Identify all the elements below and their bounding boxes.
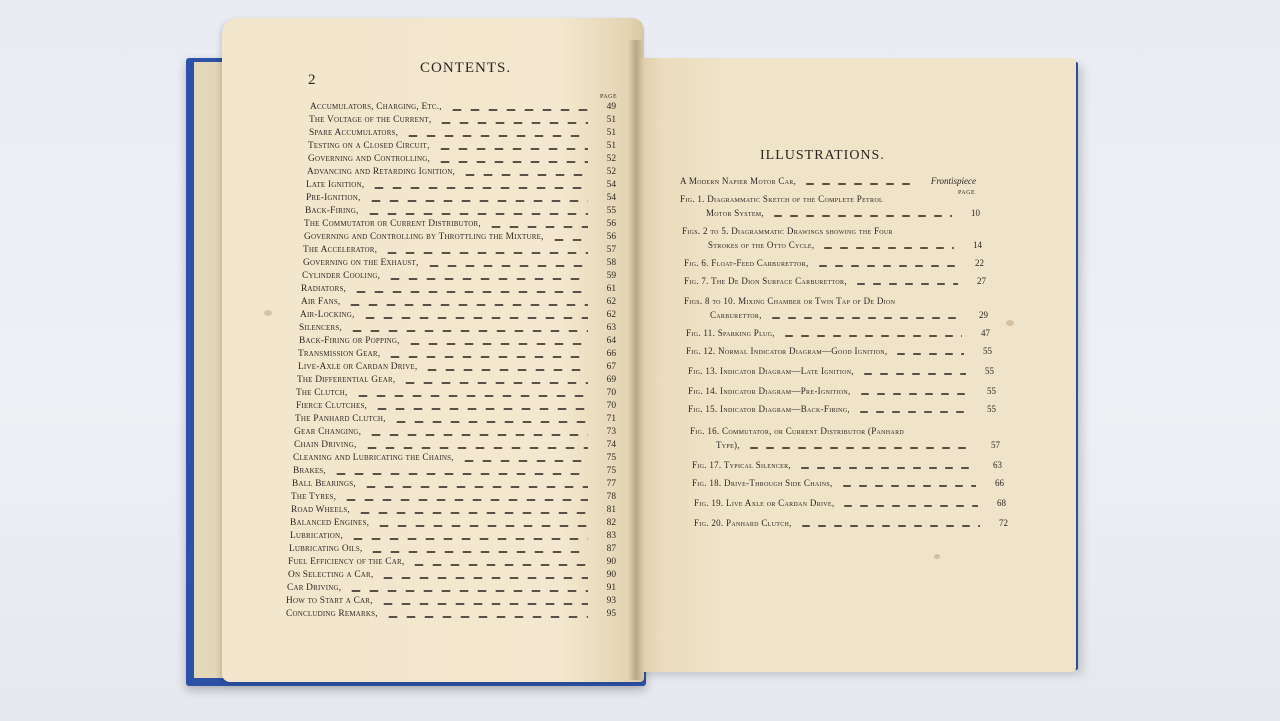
dot-leader (386, 278, 588, 280)
contents-entry-title: Silencers, (299, 323, 343, 333)
contents-entry-page: 64 (606, 336, 616, 346)
contents-entry (288, 570, 616, 583)
contents-entry (308, 141, 616, 154)
illustration-entry (694, 498, 1006, 512)
contents-entry-page: 49 (606, 102, 616, 112)
contents-entry (307, 167, 616, 180)
contents-entry (296, 401, 616, 414)
contents-entry-title: Testing on a Closed Circuit, (308, 141, 430, 151)
illustration-entry-page: 63 (993, 460, 1002, 470)
illustration-entry (686, 328, 990, 342)
contents-entry-page: 66 (606, 349, 616, 359)
dot-leader (437, 122, 588, 124)
contents-entry-title: Balanced Engines, (290, 518, 370, 528)
contents-entry (292, 479, 616, 492)
contents-entry-title: Road Wheels, (291, 505, 350, 515)
illustration-entry-line: Fig. 11. Sparking Plug, (686, 328, 775, 338)
contents-entry (300, 310, 616, 323)
illustration-entry-page: 22 (975, 258, 984, 268)
illustration-entry-page: 55 (987, 404, 996, 414)
illustration-entry-line: Fig. 7. The De Dion Surface Carburettor, (684, 276, 847, 286)
dot-leader (356, 512, 588, 514)
contents-entry-title: Back-Firing, (305, 206, 359, 216)
contents-entry-page: 77 (606, 479, 616, 489)
dot-leader (362, 486, 588, 488)
illustration-entry-line: Fig. 1. Diagrammatic Sketch of the Complete Petrol (680, 194, 883, 204)
contents-entry-page: 90 (606, 570, 616, 580)
illustration-entry-line: Figs. 8 to 10. Mixing Chamber or Twin Tap of De Dion (684, 296, 896, 306)
contents-entry-page: 95 (606, 609, 616, 619)
contents-entry-title: The Tyres, (291, 492, 337, 502)
contents-entry (298, 349, 616, 362)
contents-entry-page: 91 (606, 583, 616, 593)
illustration-entry-line: Fig. 15. Indicator Diagram—Back-Firing, (688, 404, 850, 414)
illustration-entry-page: 47 (981, 328, 990, 338)
dot-leader (347, 590, 588, 592)
illustration-entry (684, 258, 984, 272)
page-column-label: PAGE (600, 94, 618, 100)
illustration-entry-line: Figs. 2 to 5. Diagrammatic Drawings showing the Four (682, 226, 893, 236)
contents-entry (294, 427, 616, 440)
dot-leader (839, 485, 976, 487)
contents-entry-title: Cleaning and Lubricating the Chains, (293, 453, 454, 463)
illustration-entry-page: 68 (997, 498, 1006, 508)
illustration-entry-line: Fig. 13. Indicator Diagram—Late Ignition, (688, 366, 854, 376)
illustration-entry (688, 366, 994, 380)
contents-entry (304, 219, 616, 232)
illustration-entry (686, 346, 992, 360)
dot-leader (436, 161, 588, 163)
contents-entry (304, 232, 616, 245)
paper-spot (934, 554, 940, 559)
dot-leader (384, 616, 588, 618)
contents-entry-title: Accumulators, Charging, Etc., (310, 102, 442, 112)
contents-entry-page: 83 (606, 531, 616, 541)
contents-entry-page: 69 (606, 375, 616, 385)
contents-entry-page: 87 (606, 544, 616, 554)
contents-entry-page: 62 (606, 310, 616, 320)
contents-entry-page: 51 (606, 141, 616, 151)
contents-entry-page: 59 (606, 271, 616, 281)
contents-entry-title: Governing on the Exhaust, (303, 258, 419, 268)
illustration-entry-line: Fig. 14. Indicator Diagram—Pre-Ignition, (688, 386, 851, 396)
dot-leader (348, 330, 588, 332)
contents-entry (286, 609, 616, 622)
contents-entry (309, 115, 616, 128)
contents-entry-page: 61 (606, 284, 616, 294)
illustration-entry-line: Strokes of the Otto Cycle, (708, 240, 815, 250)
contents-entry-page: 54 (606, 180, 616, 190)
contents-entry-page: 54 (606, 193, 616, 203)
illustration-entry (680, 176, 976, 190)
illustration-entry-line: Fig. 6. Float-Feed Carburettor, (684, 258, 809, 268)
dot-leader (802, 183, 912, 185)
illustration-entry-page: 57 (991, 440, 1000, 450)
illustration-entry-line: Carburettor, (710, 310, 762, 320)
contents-entry-title: Advancing and Retarding Ignition, (307, 167, 456, 177)
dot-leader (840, 505, 978, 507)
contents-entry-title: Radiators, (301, 284, 347, 294)
illustration-entry-line: Fig. 16. Commutator, or Current Distributor (Panhard (690, 426, 905, 436)
illustration-entry (684, 276, 986, 290)
contents-entry-title: Fuel Efficiency of the Car, (288, 557, 405, 567)
dot-leader (375, 525, 588, 527)
dot-leader (423, 369, 588, 371)
contents-entry-page: 62 (606, 297, 616, 307)
dot-leader (332, 473, 588, 475)
contents-entry-title: Lubrication, (290, 531, 343, 541)
contents-entry (299, 323, 616, 336)
dot-leader (460, 460, 588, 462)
contents-entry-page: 75 (606, 453, 616, 463)
book-gutter (628, 40, 644, 680)
contents-entry-page: 78 (606, 492, 616, 502)
contents-entry (303, 245, 616, 258)
contents-entry-title: The Voltage of the Current, (309, 115, 432, 125)
dot-leader (860, 373, 966, 375)
dot-leader (448, 109, 588, 111)
contents-entry-page: 58 (606, 258, 616, 268)
illustration-entry-page: 10 (971, 208, 980, 218)
dot-leader (392, 421, 588, 423)
dot-leader (368, 551, 588, 553)
contents-entry-title: The Commutator or Current Distributor, (304, 219, 481, 229)
paper-spot (264, 310, 272, 316)
dot-leader (436, 148, 588, 150)
illustration-entry-page: 29 (979, 310, 988, 320)
illustration-entry-line: Fig. 18. Drive-Through Side Chains, (692, 478, 833, 488)
contents-entry-page: 82 (606, 518, 616, 528)
illustration-entry-page: 55 (987, 386, 996, 396)
contents-entry-page: 81 (606, 505, 616, 515)
contents-entry-page: 70 (606, 388, 616, 398)
contents-entry (286, 596, 616, 609)
contents-entry-page: 73 (606, 427, 616, 437)
dot-leader (370, 187, 588, 189)
contents-entry-page: 51 (606, 115, 616, 125)
contents-entry (287, 583, 616, 596)
illustration-entry-page: 55 (985, 366, 994, 376)
contents-entry-title: Lubricating Oils, (289, 544, 363, 554)
dot-leader (410, 564, 588, 566)
dot-leader (349, 538, 588, 540)
contents-entry-page: 55 (606, 206, 616, 216)
illustration-entry-line: Fig. 19. Live Axle or Cardan Drive, (694, 498, 835, 508)
contents-entry-page: 75 (606, 466, 616, 476)
illustration-entry (694, 518, 1008, 532)
dot-leader (373, 408, 588, 410)
illustration-entry (690, 426, 1000, 454)
dot-leader (857, 393, 968, 395)
contents-entry (303, 258, 616, 271)
dot-leader (797, 467, 974, 469)
contents-entry-title: On Selecting a Car, (288, 570, 374, 580)
contents-entry-page: 67 (606, 362, 616, 372)
contents-entry-title: The Panhard Clutch, (295, 414, 386, 424)
illustration-entry-line: A Modern Napier Motor Car, (680, 176, 797, 186)
contents-entry (306, 180, 616, 193)
contents-entry (299, 336, 616, 349)
dot-leader (768, 317, 960, 319)
contents-entry (291, 492, 616, 505)
dot-leader (363, 447, 588, 449)
illustration-entry-line: Motor System, (706, 208, 764, 218)
illustration-entry (692, 460, 1002, 474)
contents-entry-page: 74 (606, 440, 616, 450)
contents-entry-title: Ball Bearings, (292, 479, 356, 489)
dot-leader (404, 135, 588, 137)
contents-entry (301, 284, 616, 297)
illustration-entry-line: Fig. 20. Panhard Clutch, (694, 518, 792, 528)
illustration-entry-page: 72 (999, 518, 1008, 528)
dot-leader (383, 252, 588, 254)
illustration-entry-page: 14 (973, 240, 982, 250)
contents-entry-title: Air-Locking, (300, 310, 355, 320)
contents-entry-title: Gear Changing, (294, 427, 362, 437)
contents-entry (310, 102, 616, 115)
contents-entry-page: 93 (606, 596, 616, 606)
dot-leader (550, 239, 588, 241)
contents-entry-page: 56 (606, 219, 616, 229)
dot-leader (856, 411, 968, 413)
dot-leader (461, 174, 588, 176)
contents-entry-title: Governing and Controlling by Throttling the Mixture, (304, 232, 544, 242)
paper-spot (1006, 320, 1014, 326)
contents-entry-title: Brakes, (293, 466, 326, 476)
contents-entry (290, 531, 616, 544)
contents-entry (305, 206, 616, 219)
contents-entry-page: 52 (606, 154, 616, 164)
illustration-entry (684, 296, 988, 324)
contents-entry (288, 557, 616, 570)
illustration-entry (688, 404, 996, 418)
illustration-entry-page: 66 (995, 478, 1004, 488)
contents-entry-title: Governing and Controlling, (308, 154, 431, 164)
dot-leader (379, 603, 588, 605)
contents-entry (290, 518, 616, 531)
illustration-entry-line: Fig. 12. Normal Indicator Diagram—Good Ignition, (686, 346, 888, 356)
dot-leader (342, 499, 588, 501)
dot-leader (815, 265, 956, 267)
dot-leader (386, 356, 588, 358)
dot-leader (487, 226, 588, 228)
contents-entry (291, 505, 616, 518)
dot-leader (406, 343, 588, 345)
contents-entry-title: Back-Firing or Popping, (299, 336, 400, 346)
illustration-entry (682, 226, 982, 254)
contents-entry-title: The Clutch, (296, 388, 348, 398)
contents-entry-title: Pre-Ignition, (306, 193, 361, 203)
illustration-entry-line: Type), (716, 440, 740, 450)
dot-leader (746, 447, 972, 449)
dot-leader (770, 215, 952, 217)
dot-leader (354, 395, 588, 397)
illustration-entry-page: 55 (983, 346, 992, 356)
contents-entry (298, 362, 616, 375)
contents-entry-page: 63 (606, 323, 616, 333)
contents-entry (293, 466, 616, 479)
dot-leader (425, 265, 588, 267)
dot-leader (853, 283, 958, 285)
dot-leader (798, 525, 980, 527)
contents-entry-page: 56 (606, 232, 616, 242)
illustration-entry (680, 194, 980, 222)
page-column-label: PAGE (958, 190, 976, 196)
dot-leader (893, 353, 964, 355)
contents-entry-page: 90 (606, 557, 616, 567)
contents-entry-title: How to Start a Car, (286, 596, 373, 606)
illustrations-title: ILLUSTRATIONS. (760, 148, 885, 163)
contents-entry (309, 128, 616, 141)
contents-entry-title: Transmission Gear, (298, 349, 381, 359)
contents-entry-title: The Differential Gear, (297, 375, 396, 385)
illustration-entry (692, 478, 1004, 492)
contents-entry-title: Fierce Clutches, (296, 401, 368, 411)
contents-entry (306, 193, 616, 206)
contents-title: CONTENTS. (420, 60, 512, 76)
dot-leader (367, 434, 588, 436)
dot-leader (361, 317, 588, 319)
dot-leader (379, 577, 588, 579)
illustration-entry-page: Frontispiece (930, 176, 976, 186)
illustration-entry (688, 386, 996, 400)
contents-entry-title: The Accelerator, (303, 245, 378, 255)
contents-entry (302, 271, 616, 284)
dot-leader (401, 382, 588, 384)
contents-entry-page: 52 (606, 167, 616, 177)
contents-entry-page: 71 (606, 414, 616, 424)
contents-entry-title: Air Fans, (301, 297, 341, 307)
contents-entry (308, 154, 616, 167)
dot-leader (346, 304, 588, 306)
contents-entry-title: Concluding Remarks, (286, 609, 378, 619)
contents-entry (295, 414, 616, 427)
dot-leader (365, 213, 588, 215)
contents-entry (289, 544, 616, 557)
contents-entry-page: 70 (606, 401, 616, 411)
contents-entry-page: 57 (606, 245, 616, 255)
contents-entry (296, 388, 616, 401)
contents-entry (294, 440, 616, 453)
illustration-entry-page: 27 (977, 276, 986, 286)
illustration-entry-line: Fig. 17. Typical Silencer, (692, 460, 791, 470)
dot-leader (820, 247, 954, 249)
contents-entry-page: 51 (606, 128, 616, 138)
contents-entry (297, 375, 616, 388)
contents-entry-title: Spare Accumulators, (309, 128, 399, 138)
dot-leader (352, 291, 588, 293)
contents-entry-title: Live-Axle or Cardan Drive, (298, 362, 418, 372)
contents-entry (293, 453, 616, 466)
contents-entry (301, 297, 616, 310)
dot-leader (367, 200, 588, 202)
contents-entry-title: Late Ignition, (306, 180, 365, 190)
page-number: 2 (308, 72, 316, 88)
dot-leader (781, 335, 962, 337)
contents-entry-title: Car Driving, (287, 583, 342, 593)
contents-entry-title: Chain Driving, (294, 440, 357, 450)
contents-entry-title: Cylinder Cooling, (302, 271, 381, 281)
